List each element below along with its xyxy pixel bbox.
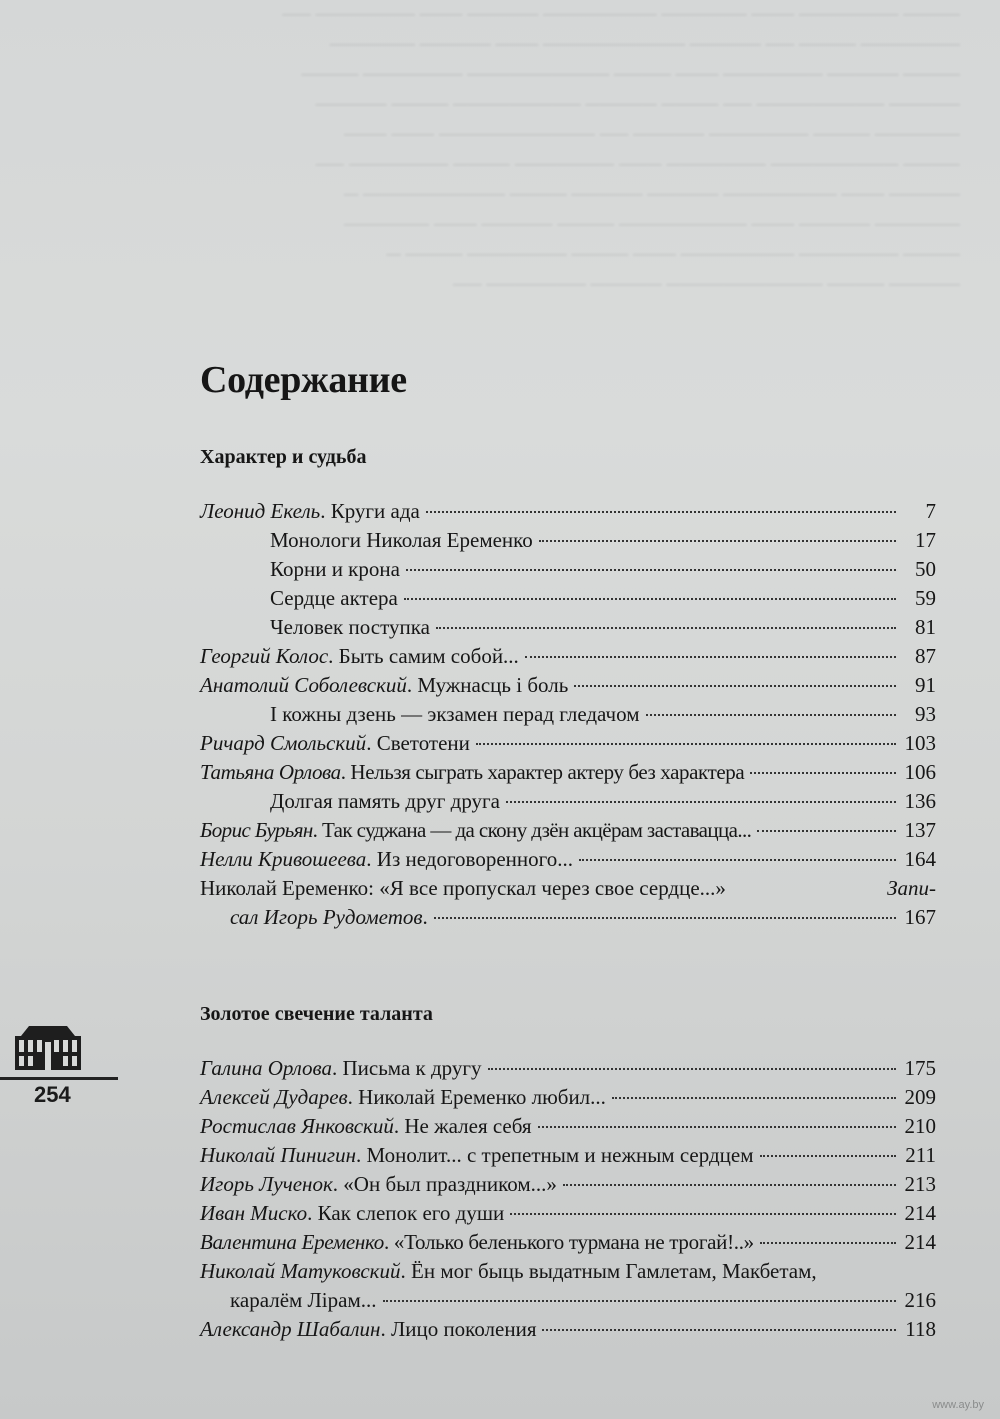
toc-entry (200, 758, 936, 787)
section-title: Характер и судьба (200, 446, 367, 468)
toc-author: Запи- (887, 876, 936, 900)
toc-title: . Так суджана — да скону дзён акцёрам заставацца... (312, 818, 752, 842)
toc-title: . Письма к другу (332, 1056, 482, 1080)
toc-page: 216 (904, 1288, 936, 1312)
toc-entry (200, 729, 936, 758)
toc-page: 137 (904, 818, 936, 842)
dot-leader (506, 801, 896, 803)
dot-leader (510, 1213, 896, 1215)
toc-title: . «Только беленького турмана не трогай!..» (383, 1230, 754, 1254)
toc-author: Георгий Колос (200, 644, 329, 668)
toc-author: Игорь Лученок (200, 1172, 333, 1196)
toc-title: каралём Лірам... (230, 1288, 377, 1312)
toc-author: сал Игорь Рудометов (230, 905, 423, 929)
dot-leader (646, 714, 897, 716)
toc-title: . Нельзя сыграть характер актеру без характера (340, 760, 745, 784)
toc-entry (200, 555, 936, 584)
toc-entry (200, 497, 936, 526)
show-through-text: ──── ─────── ─── ────── ──────── ───── ─── ─────── ── ─────── ──── ── ───── ────────── ─── ───── ────── ──── ───── ─────── ─── ──── ────────── ─────── ──── ───── ───────── ── ──── ───── ───────── ──── ───── ────── ──── ─────── ───── ── ─────────── ─── ─── ──── ───────── ─────── ─── ─────── ──── ─────── ── ───── ─── ──────── ───── ───── ──── ────────── ─ ────── ───── ─── ───────── ──── ───── ─── ────── ──── ─────── ──────── ─── ──── ─────── ──── ─ ───── ──── ─────────── ───── ─────── ── (282, 4, 960, 296)
toc-author: Нелли Кривошеева (200, 847, 367, 871)
page-title: Содержание (200, 359, 407, 401)
toc-title: Корни и крона (270, 557, 400, 581)
toc-entry (200, 1112, 936, 1141)
toc-title: І кожны дзень — экзамен перад гледачом (270, 702, 640, 726)
toc-title: Монологи Николая Еременко (270, 528, 533, 552)
dot-leader (760, 1155, 896, 1157)
toc-page: 81 (915, 615, 936, 639)
folio-rule (0, 1077, 118, 1080)
toc-entry (200, 526, 936, 555)
dot-leader (404, 598, 896, 600)
toc-title: Долгая память друг друга (270, 789, 500, 813)
dot-leader (488, 1068, 897, 1070)
toc-title: . Ён мог быць выдатным Гамлетам, Макбетам, (400, 1259, 817, 1283)
toc-page: 87 (915, 644, 936, 668)
toc-author: Николай Матуковский (200, 1259, 401, 1283)
toc-entry (200, 1141, 936, 1170)
toc-author: Валентина Еременко (200, 1230, 384, 1254)
toc-entry (200, 1054, 936, 1083)
toc-page: 91 (915, 673, 936, 697)
toc-author: Александр Шабалин (200, 1317, 381, 1341)
toc-title: . Мужнасць і боль (406, 673, 569, 697)
dot-leader (579, 859, 896, 861)
toc-page: 214 (904, 1201, 936, 1225)
toc-entry (200, 1170, 936, 1199)
toc-page: 106 (904, 760, 936, 784)
toc-title: . Быть самим собой... (328, 644, 519, 668)
dot-leader (426, 511, 896, 513)
toc-page: 93 (915, 702, 936, 726)
toc-entry (200, 642, 936, 671)
dot-leader (563, 1184, 896, 1186)
toc-title: Сердце актера (270, 586, 398, 610)
toc-entry (200, 1083, 936, 1112)
toc-page: 211 (905, 1143, 936, 1167)
toc-page: 210 (904, 1114, 936, 1138)
dot-leader (476, 743, 896, 745)
toc-page: 17 (915, 528, 936, 552)
dot-leader (542, 1329, 896, 1331)
dot-leader (434, 917, 896, 919)
dot-leader (612, 1097, 896, 1099)
toc-entry-multiline (200, 874, 936, 932)
section-title: Золотое свечение таланта (200, 1003, 433, 1025)
toc-page: 209 (904, 1085, 936, 1109)
dot-leader (525, 656, 896, 658)
toc-page: 7 (925, 499, 936, 523)
toc-entry (200, 1228, 936, 1257)
toc-entry (200, 1199, 936, 1228)
toc-title: . Монолит... с трепетным и нежным сердцем (356, 1143, 754, 1167)
toc-entry (200, 584, 936, 613)
dot-leader (750, 772, 896, 774)
dot-leader (538, 1126, 896, 1128)
toc-title: . Лицо поколения (380, 1317, 537, 1341)
toc-page: 164 (904, 847, 936, 871)
toc-title: . Круги ада (320, 499, 420, 523)
dot-leader (383, 1300, 897, 1302)
dot-leader (574, 685, 896, 687)
toc-title: Николай Еременко: «Я все пропускал через свое сердце...» (200, 876, 726, 900)
toc-entry (200, 613, 936, 642)
toc-author: Анатолий Соболевский (200, 673, 407, 697)
toc-author: Борис Бурьян (200, 818, 313, 842)
toc-page: 214 (904, 1230, 936, 1254)
watermark: www.ay.by (932, 1399, 984, 1411)
toc-section-2 (200, 1054, 936, 1344)
toc-entry (200, 816, 936, 845)
toc-title: . Светотени (366, 731, 470, 755)
dot-leader (436, 627, 896, 629)
toc-page: 175 (904, 1056, 936, 1080)
toc-title: . «Он был праздником...» (332, 1172, 557, 1196)
toc-entry (200, 787, 936, 816)
toc-section-1 (200, 497, 936, 932)
toc-author: Николай Пинигин (200, 1143, 357, 1167)
toc-title: . Не жалея себя (393, 1114, 532, 1138)
toc-title: Человек поступка (270, 615, 430, 639)
dot-leader (539, 540, 896, 542)
dot-leader (757, 830, 896, 832)
toc-author: Алексей Дударев (200, 1085, 348, 1109)
page-number: 254 (34, 1082, 71, 1107)
toc-title: . (422, 905, 428, 929)
toc-entry-multiline (200, 1257, 936, 1315)
toc-page: 59 (915, 586, 936, 610)
toc-page: 118 (905, 1317, 936, 1341)
toc-title: . Из недоговоренного... (366, 847, 573, 871)
toc-entry (200, 700, 936, 729)
toc-entry (200, 1315, 936, 1344)
toc-author: Иван Миско (200, 1201, 308, 1225)
toc-author: Татьяна Орлова (200, 760, 341, 784)
toc-title: . Николай Еременко любил... (347, 1085, 606, 1109)
toc-page: 213 (904, 1172, 936, 1196)
toc-author: Леонид Екель (200, 499, 321, 523)
dot-leader (760, 1242, 896, 1244)
toc-author: Галина Орлова (200, 1056, 332, 1080)
toc-page: 50 (915, 557, 936, 581)
theatre-building-icon (15, 1022, 81, 1070)
toc-page: 167 (904, 905, 936, 929)
dot-leader (406, 569, 896, 571)
toc-author: Ростислав Янковский (200, 1114, 394, 1138)
toc-entry (200, 845, 936, 874)
toc-author: Ричард Смольский (200, 731, 367, 755)
toc-page: 103 (904, 731, 936, 755)
toc-entry (200, 671, 936, 700)
toc-title: . Как слепок его души (307, 1201, 505, 1225)
toc-page: 136 (904, 789, 936, 813)
